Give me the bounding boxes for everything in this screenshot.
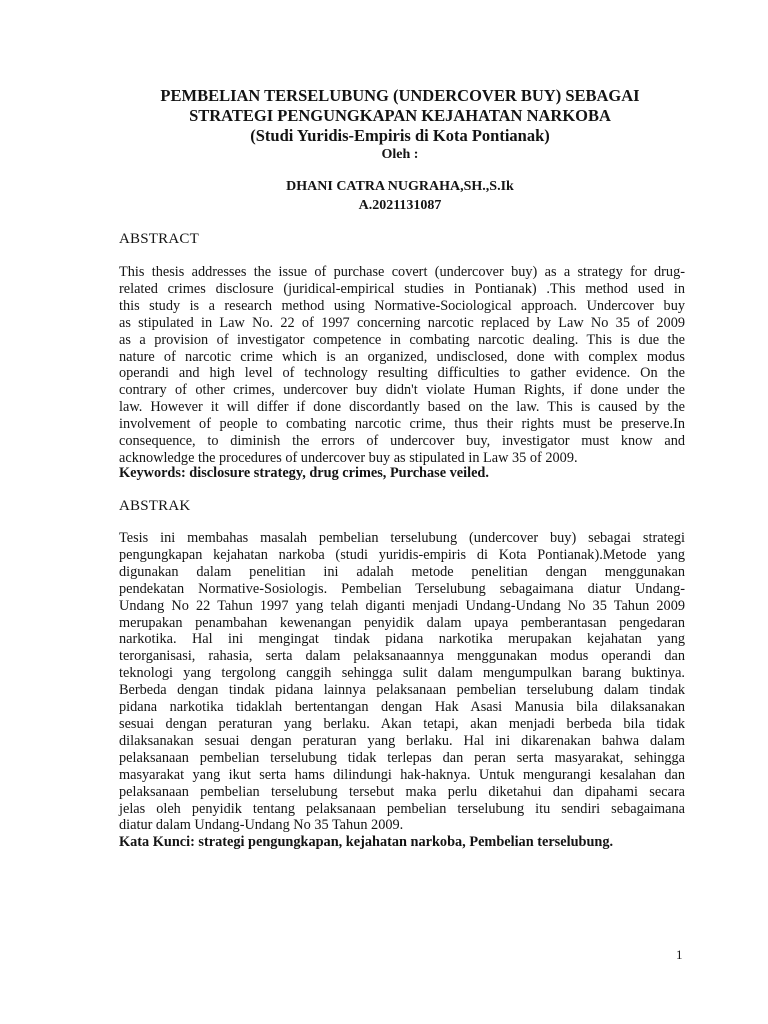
abstract-line: nature of narcotic crime which is an organized, undisclosed, done with complex modus <box>119 348 685 365</box>
abstrak-line: Tesis ini membahas masalah pembelian terselubung (undercover buy) sebagai strategi <box>119 530 685 546</box>
abstrak-line: terorganisasi, rahasia, serta dalam pelaksanaannya menggunakan modus operandi dan <box>119 648 685 665</box>
abstrak-line: dilaksanakan sesuai dengan peraturan yang berlaku. Hal ini dikarenakan bahwa dalam <box>119 732 685 749</box>
abstrak-line: merupakan penambahan kewenangan penyidik dalam upaya pemberantasan pengedaran <box>119 614 685 631</box>
abstrak-line: pelaksanaan pembelian terselubung tidak terlepas dan peran serta masyarakat, sehingga <box>119 749 685 766</box>
author-name: DHANI CATRA NUGRAHA,SH.,S.Ik <box>286 179 514 194</box>
title-line-1: PEMBELIAN TERSELUBUNG (UNDERCOVER BUY) SEBAGAI <box>160 86 640 105</box>
abstract-line: acknowledge the procedures of undercover buy as stipulated in Law 35 of 2009. <box>119 449 578 466</box>
abstrak-body <box>119 530 685 834</box>
abstract-line: this study is a research method using Normative-Sociological approach. Undercover buy <box>119 297 685 314</box>
abstract-heading: ABSTRACT <box>119 231 199 247</box>
abstrak-heading: ABSTRAK <box>119 498 191 514</box>
title-block <box>100 86 700 164</box>
author-block <box>100 177 700 215</box>
abstrak-line: jelas oleh penyidik tentang pelaksanaan pembelian terselubung itu sendiri sebagaimana <box>119 800 685 817</box>
abstrak-line: teknologi yang tergolong canggih sehingga sulit dalam mengumpulkan barang buktinya. <box>119 665 685 682</box>
abstract-line: related crimes disclosure (juridical-empirical studies in Pontianak) .This method used in <box>119 280 685 297</box>
abstract-line: contrary of other crimes, undercover buy didn't violate Human Rights, if done under the <box>119 382 685 399</box>
abstrak-line: Berbeda dengan tindak pidana lainnya pelaksanaan pembelian terselubung dalam tindak <box>119 682 685 699</box>
abstrak-line: sesuai dengan peraturan yang berlaku. Akan tetapi, akan menjadi berbeda bila tidak <box>119 715 685 732</box>
abstrak-line: pidana narkotika tidaklah bertentangan dengan Hak Asasi Manusia bila dilaksanakan <box>119 699 685 716</box>
abstrak-line: narkotika. Hal ini mengingat tindak pidana narkotika merupakan kejahatan yang <box>119 631 685 648</box>
abstract-line: This thesis addresses the issue of purchase covert (undercover buy) as a strategy for drug- <box>119 264 685 280</box>
student-id: A.2021131087 <box>358 198 442 213</box>
abstrak-line: digunakan dalam penelitian ini adalah metode penelitian dengan menggunakan <box>119 563 685 580</box>
abstrak-line: Undang No 22 Tahun 1997 yang telah diganti menjadi Undang-Undang No 35 Tahun 2009 <box>119 597 685 614</box>
title-line-2: STRATEGI PENGUNGKAPAN KEJAHATAN NARKOBA <box>189 106 611 125</box>
abstract-line: consequence, to diminish the errors of undercover buy, investigator must know and <box>119 433 685 450</box>
abstract-line: as stipulated in Law No. 22 of 1997 concerning narcotic replaced by Law No 35 of 2009 <box>119 314 685 331</box>
abstrak-line: diatur dalam Undang-Undang No 35 Tahun 2009. <box>119 817 404 834</box>
abstrak-line: pendekatan Normative-Sosiologis. Pembelian Terselubung sebagaimana diatur Undang- <box>119 580 685 597</box>
abstract-line: as a provision of investigator competence in combating narcotic dealing. This is due the <box>119 331 685 348</box>
abstrak-line: masyarakat yang ikut serta hams dilindungi hak-haknya. Untuk mengurangi kesalahan dan <box>119 766 685 783</box>
abstract-keywords: Keywords: disclosure strategy, drug crimes, Purchase veiled. <box>119 465 489 481</box>
abstract-line: involvement of people to combating narcotic crime, thus their rights must be preserve.In <box>119 416 685 433</box>
abstract-line: operandi and high level of technology resulting difficulties to gather evidence. On the <box>119 365 685 382</box>
abstrak-line: pelaksanaan pembelian terselubung tersebut maka perlu diketahui dan dipahami secara <box>119 783 685 800</box>
page-number: 1 <box>676 947 683 962</box>
abstrak-line: pengungkapan kejahatan narkoba (studi yuridis-empiris di Kota Pontianak).Metode yang <box>119 546 685 563</box>
subtitle: (Studi Yuridis-Empiris di Kota Pontianak) <box>250 126 550 145</box>
abstract-line: law. However it will differ if done discordantly based on the law. This is caused by the <box>119 399 685 416</box>
abstrak-keywords: Kata Kunci: strategi pengungkapan, kejahatan narkoba, Pembelian terselubung. <box>119 834 614 850</box>
oleh-label: Oleh : <box>381 147 419 162</box>
abstract-body <box>119 264 685 467</box>
